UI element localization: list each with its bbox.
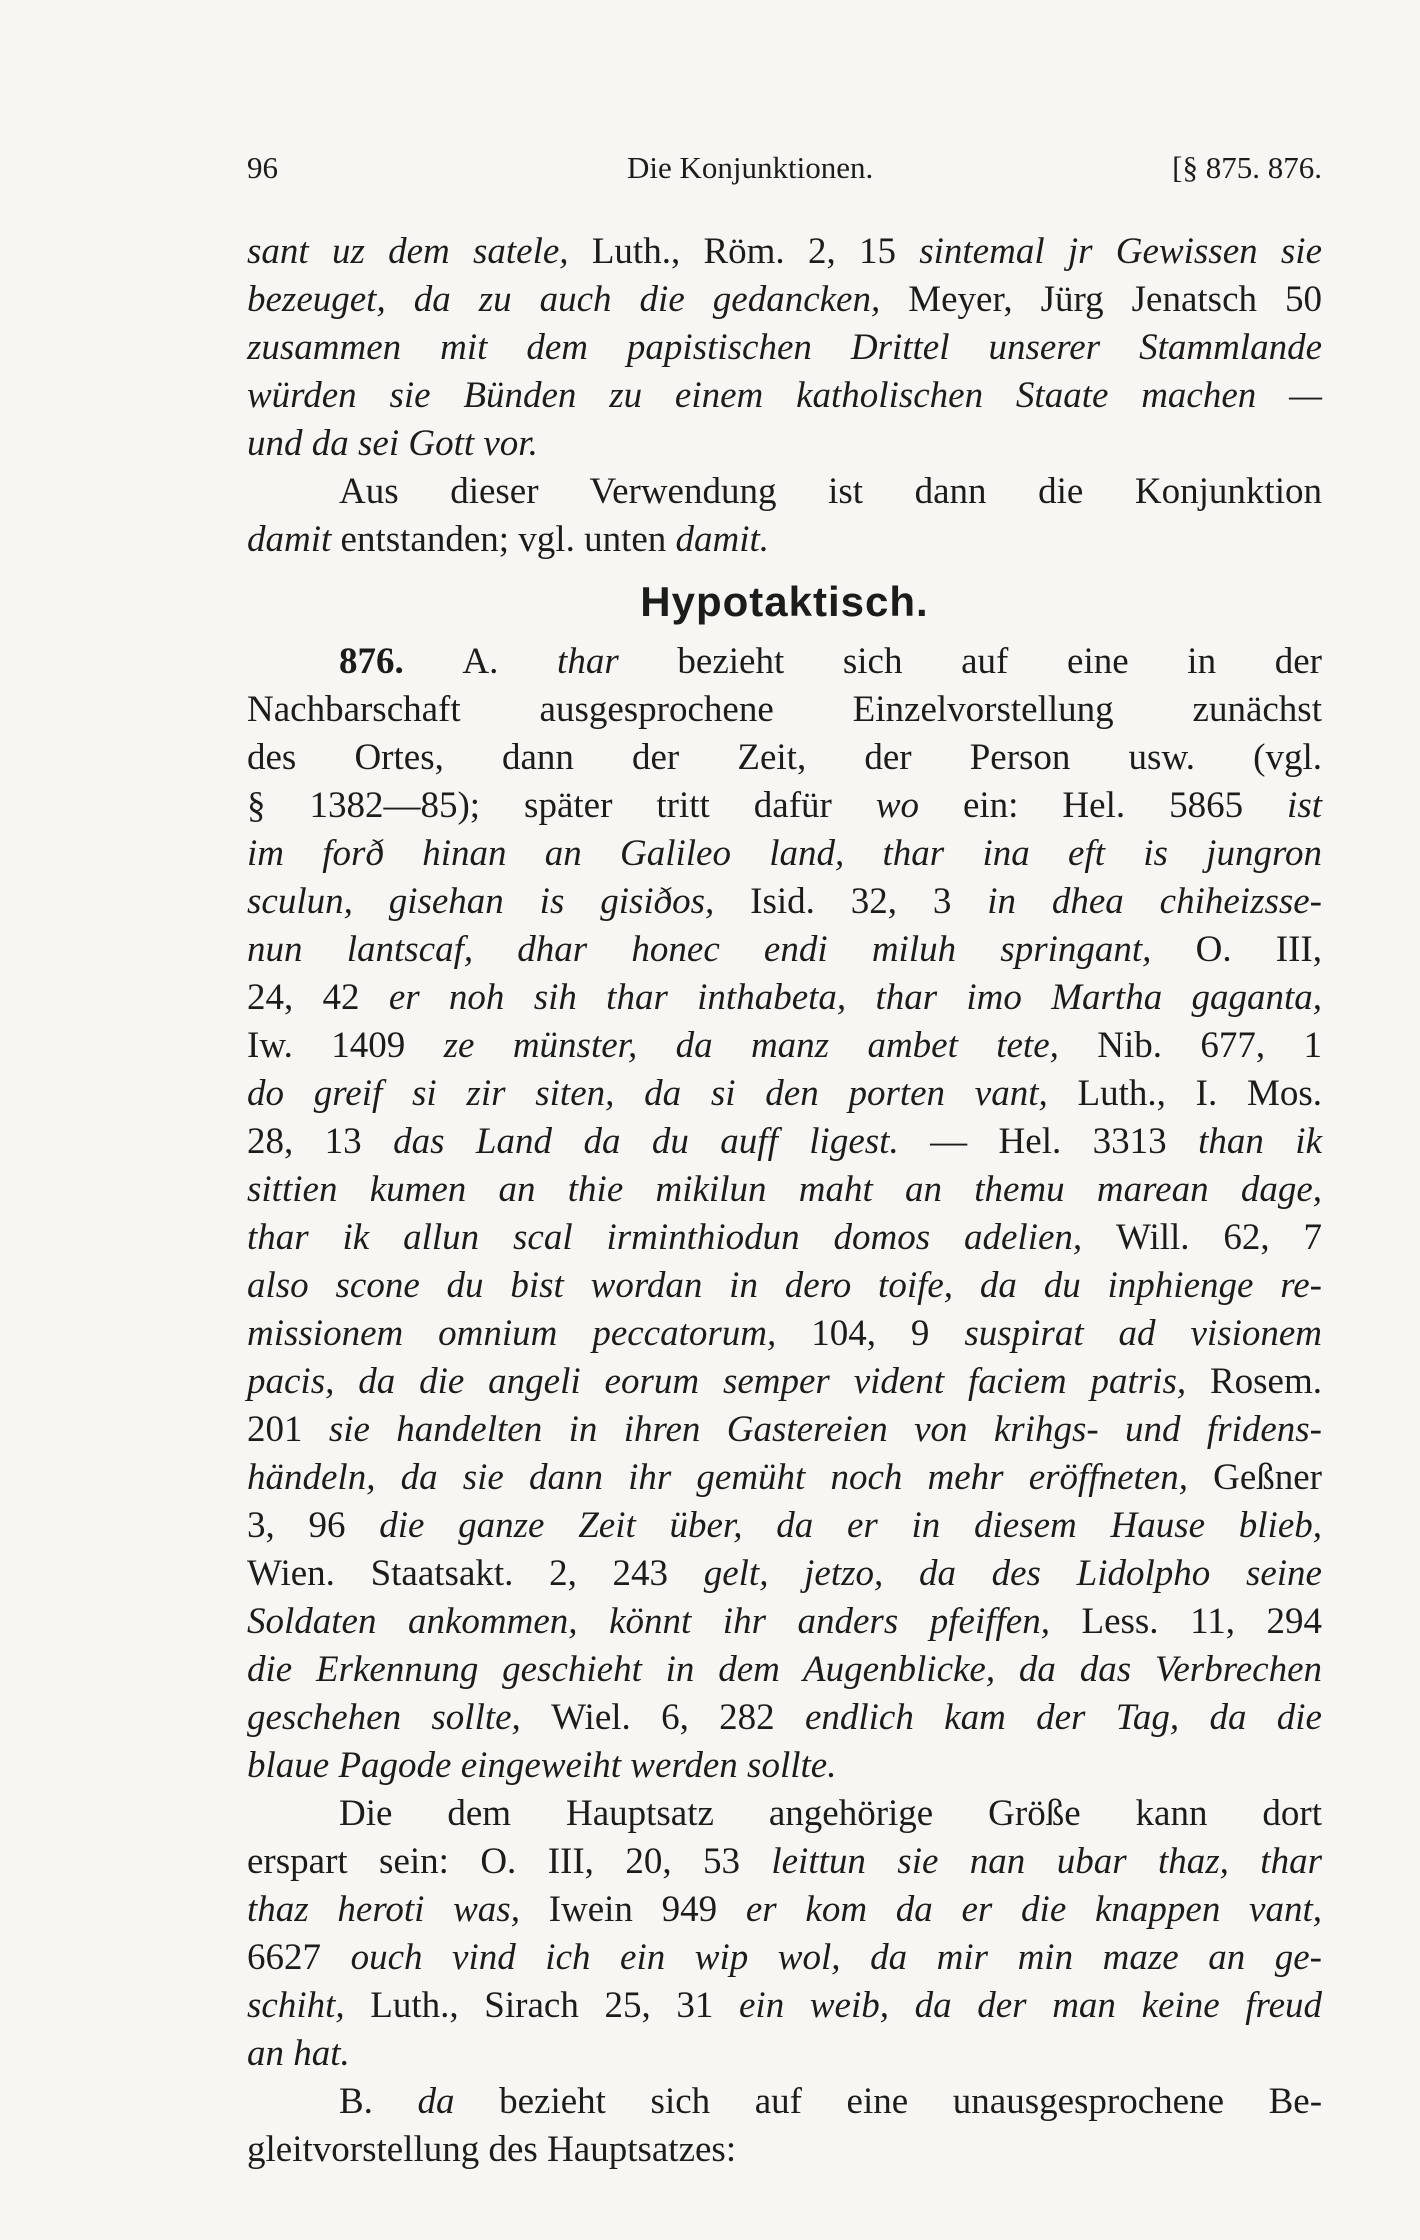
text-run: Luth., Sirach 25, 31 xyxy=(370,1985,739,2026)
text-line xyxy=(247,1790,1322,1838)
text-line xyxy=(247,276,1322,324)
text-line xyxy=(247,1022,1322,1070)
running-title: Die Konjunktionen. xyxy=(627,150,874,185)
italic-quotation: thar ik allun scal irminthiodun domos adelien, xyxy=(247,1217,1117,1258)
italic-quotation: und da sei Gott vor. xyxy=(247,423,538,464)
italic-quotation: in dhea chiheizsse- xyxy=(987,881,1323,922)
italic-quotation: ze münster, da manz ambet tete, xyxy=(443,1025,1098,1066)
text-run: 104, 9 xyxy=(811,1313,965,1354)
italic-quotation: zusammen mit dem papistischen Drittel unserer Stammlande xyxy=(247,327,1322,368)
text-line xyxy=(247,1886,1322,1934)
text-line xyxy=(247,638,1322,686)
text-line xyxy=(247,1214,1322,1262)
text-run: Wiel. 6, 282 xyxy=(551,1697,805,1738)
italic-quotation: nun lantscaf, dhar honec endi miluh springant, xyxy=(247,929,1196,970)
section-876-text xyxy=(247,638,1322,2174)
italic-quotation: sittien kumen an thie mikilun maht an themu marean dage, xyxy=(247,1169,1322,1210)
italic-quotation: er noh sih thar inthabeta, thar imo Martha gaganta, xyxy=(388,977,1323,1018)
text-run: Luth., Röm. 2, 15 xyxy=(591,231,920,272)
text-run: bezieht sich auf eine unausgesprochene Be- xyxy=(499,2081,1323,2122)
text-line xyxy=(247,782,1322,830)
italic-quotation: damit. xyxy=(675,519,770,560)
text-line xyxy=(247,1358,1322,1406)
italic-quotation: das Land da du auff ligest. xyxy=(393,1121,931,1162)
italic-quotation: da xyxy=(417,2081,500,2122)
text-run: Meyer, Jürg Jenatsch 50 xyxy=(908,279,1322,320)
italic-quotation: thaz heroti was, xyxy=(247,1889,549,1930)
italic-quotation: sintemal jr Gewissen sie xyxy=(919,231,1322,272)
italic-quotation: Soldaten ankommen, könnt ihr anders pfeiffen, xyxy=(247,1601,1082,1642)
text-run: Iw. 1409 xyxy=(247,1025,444,1066)
text-run: Nib. 677, 1 xyxy=(1097,1025,1323,1066)
text-run: A. xyxy=(462,641,558,682)
italic-quotation: sant uz dem satele, xyxy=(247,231,592,272)
italic-quotation: bezeuget, da zu auch die gedancken, xyxy=(247,279,909,320)
text-run: § 1382—85); später tritt dafür xyxy=(247,785,876,826)
italic-quotation: geschehen sollte, xyxy=(247,1697,552,1738)
text-line xyxy=(247,1694,1322,1742)
text-run: B. xyxy=(339,2081,418,2122)
text-line xyxy=(247,926,1322,974)
italic-quotation: schiht, xyxy=(247,1985,371,2026)
text-line xyxy=(247,1742,1322,1790)
italic-quotation: sie handelten in ihren Gastereien von krihgs- und fridens- xyxy=(328,1409,1322,1450)
page-number: 96 xyxy=(247,150,278,185)
italic-quotation: ist xyxy=(1287,785,1323,826)
text-line xyxy=(247,1262,1322,1310)
text-run: ein: Hel. 5865 xyxy=(962,785,1288,826)
italic-quotation: die Erkennung geschieht in dem Augenblicke, da das Verbrechen xyxy=(247,1649,1322,1690)
italic-quotation: suspirat ad visionem xyxy=(964,1313,1323,1354)
text-run: Wien. Staatsakt. 2, 243 xyxy=(247,1553,704,1594)
text-line xyxy=(247,2126,1322,2174)
section-heading: Hypotaktisch. xyxy=(640,578,929,625)
text-run: Geßner xyxy=(1213,1457,1322,1498)
text-run: — Hel. 3313 xyxy=(930,1121,1199,1162)
text-line xyxy=(247,1406,1322,1454)
text-line xyxy=(247,1646,1322,1694)
text-run: Luth., I. Mos. xyxy=(1077,1073,1322,1114)
text-line xyxy=(247,1598,1322,1646)
italic-quotation: missionem omnium peccatorum, xyxy=(247,1313,812,1354)
italic-quotation: wo xyxy=(875,785,963,826)
text-run: erspart sein: O. III, 20, 53 xyxy=(247,1841,772,1882)
text-line xyxy=(247,1310,1322,1358)
text-run: 6627 xyxy=(247,1937,351,1978)
text-line xyxy=(247,878,1322,926)
text-run: Isid. 32, 3 xyxy=(750,881,988,922)
italic-quotation: ouch vind ich ein wip wol, da mir min maze an ge- xyxy=(350,1937,1323,1978)
section-875-continuation xyxy=(247,228,1322,564)
text-line xyxy=(247,228,1322,276)
text-line xyxy=(247,1070,1322,1118)
text-line xyxy=(247,324,1322,372)
text-run: 28, 13 xyxy=(247,1121,394,1162)
italic-quotation: also scone du bist wordan in dero toife, da du inphienge re- xyxy=(247,1265,1322,1306)
text-line xyxy=(247,1934,1322,1982)
italic-quotation: händeln, da sie dann ihr gemüht noch mehr eröffneten, xyxy=(247,1457,1214,1498)
text-run: Less. 11, 294 xyxy=(1081,1601,1322,1642)
text-line xyxy=(247,686,1322,734)
italic-quotation: do greif si zir siten, da si den porten vant, xyxy=(247,1073,1078,1114)
text-line xyxy=(247,2078,1322,2126)
text-run: Will. 62, 7 xyxy=(1116,1217,1322,1258)
text-run: 201 xyxy=(247,1409,329,1450)
italic-quotation: sculun, gisehan is gisiðos, xyxy=(247,881,751,922)
text-line xyxy=(247,1502,1322,1550)
text-line xyxy=(247,420,1322,468)
italic-quotation: gelt, jetzo, da des Lidolpho seine xyxy=(703,1553,1322,1594)
italic-quotation: endlich kam der Tag, da die xyxy=(804,1697,1322,1738)
text-run: O. III, xyxy=(1195,929,1323,970)
text-run: Nachbarschaft ausgesprochene Einzelvorstellung zunächst xyxy=(247,689,1322,730)
italic-quotation: thar xyxy=(557,641,678,682)
text-run: Die dem Hauptsatz angehörige Größe kann dort xyxy=(339,1793,1322,1834)
italic-quotation: blaue Pagode eingeweiht werden sollte. xyxy=(247,1745,837,1786)
running-header xyxy=(247,150,1322,190)
italic-quotation: im forð hinan an Galileo land, thar ina eft is jungron xyxy=(247,833,1322,874)
text-run: bezieht sich auf eine in der xyxy=(677,641,1322,682)
italic-quotation: an hat. xyxy=(247,2033,350,2074)
text-run: entstanden; vgl. unten xyxy=(340,519,676,560)
text-line xyxy=(247,734,1322,782)
text-line xyxy=(247,1166,1322,1214)
text-run: Iwein 949 xyxy=(548,1889,746,1930)
text-line xyxy=(247,372,1322,420)
text-line xyxy=(247,830,1322,878)
italic-quotation: würden sie Bünden zu einem katholischen Staate machen — xyxy=(247,375,1322,416)
text-run: 3, 96 xyxy=(247,1505,380,1546)
text-line xyxy=(247,1982,1322,2030)
italic-quotation: er kom da er die knappen vant, xyxy=(745,1889,1322,1930)
text-line xyxy=(247,516,1322,564)
italic-quotation: pacis, da die angeli eorum semper vident faciem patris, xyxy=(247,1361,1210,1402)
italic-quotation: leittun sie nan ubar thaz, thar xyxy=(771,1841,1322,1882)
text-line xyxy=(247,1550,1322,1598)
text-run: des Ortes, dann der Zeit, der Person usw. (vgl. xyxy=(247,737,1322,778)
text-line xyxy=(247,1454,1322,1502)
text-run: Aus dieser Verwendung ist dann die Konjunktion xyxy=(339,471,1322,512)
text-line xyxy=(247,1838,1322,1886)
text-run: Rosem. xyxy=(1209,1361,1322,1402)
text-line xyxy=(247,2030,1322,2078)
paragraph-number: 876. xyxy=(339,641,463,682)
italic-quotation: ein weib, da der man keine freud xyxy=(739,1985,1322,2026)
italic-quotation: than ik xyxy=(1198,1121,1323,1162)
text-line xyxy=(247,974,1322,1022)
italic-quotation: damit xyxy=(247,519,341,560)
italic-quotation: die ganze Zeit über, da er in diesem Hause blieb, xyxy=(379,1505,1322,1546)
text-line xyxy=(247,468,1322,516)
text-run: gleitvorstellung des Hauptsatzes: xyxy=(247,2129,737,2170)
section-range: [§ 875. 876. xyxy=(1172,150,1322,185)
text-line xyxy=(247,1118,1322,1166)
text-run: 24, 42 xyxy=(247,977,389,1018)
